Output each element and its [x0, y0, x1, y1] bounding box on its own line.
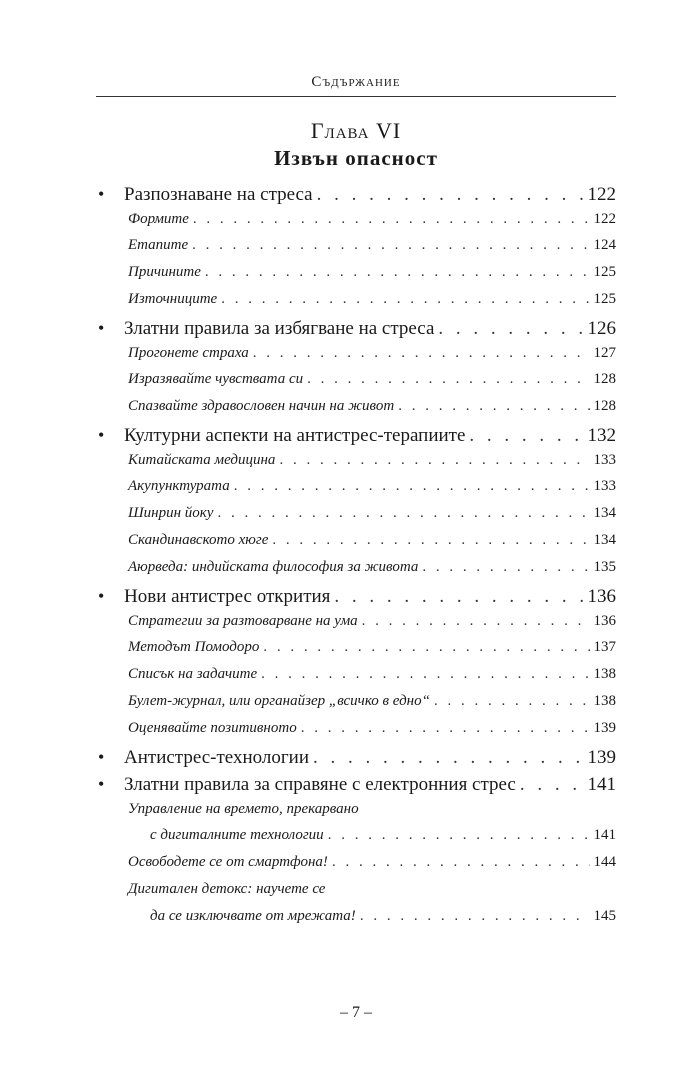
toc-subentry-title: Освободете се от смартфона! [128, 854, 328, 870]
toc-subentry-title: Формите [128, 211, 189, 227]
toc-page-number: 141 [593, 827, 616, 843]
toc-page-number: 127 [593, 345, 616, 361]
toc-subentry-title: Оценявайте позитивното [128, 720, 297, 736]
dot-leader [217, 505, 589, 522]
dot-leader [272, 532, 589, 549]
toc-subentry-title: Причините [128, 264, 201, 280]
dot-leader [253, 345, 590, 362]
toc-page-number: 134 [593, 505, 616, 521]
toc-subentry-title: Управление на времето, прекарвано [128, 801, 359, 817]
dot-leader [398, 398, 589, 415]
toc-page-number: 133 [593, 478, 616, 494]
bullet-icon: • [98, 184, 105, 204]
toc-page-number: 136 [593, 613, 616, 629]
dot-leader [221, 291, 589, 308]
toc-entry[interactable] [96, 747, 616, 774]
toc-subentry[interactable] [96, 211, 616, 237]
toc-subentry-title: Акупунктурата [128, 478, 230, 494]
toc-subentry[interactable] [96, 639, 616, 666]
toc-subentry[interactable] [96, 613, 616, 639]
toc-subentry-title: да се изключвате от мрежата! [150, 908, 356, 924]
toc-subentry[interactable] [96, 881, 616, 908]
dot-leader [360, 908, 590, 925]
bullet-icon: • [98, 318, 105, 338]
toc-subentry[interactable] [96, 452, 616, 478]
page-number: – 7 – [340, 1004, 372, 1021]
toc-page-number: 138 [593, 693, 616, 709]
toc-page-number: 135 [593, 559, 616, 575]
dot-leader [438, 318, 583, 340]
toc-page-number: 139 [587, 747, 616, 768]
dot-leader [301, 720, 590, 737]
bullet-icon: • [98, 425, 105, 445]
toc-subentry[interactable] [96, 291, 616, 318]
toc-subentry[interactable] [96, 345, 616, 371]
toc-subentry-title: Прогонете страха [128, 345, 249, 361]
toc-entry[interactable] [96, 184, 616, 211]
dot-leader [205, 264, 590, 281]
toc-page-number: 144 [593, 854, 616, 870]
dot-leader [234, 478, 590, 495]
toc-subentry-title: Шинрин йоку [128, 505, 214, 521]
dot-leader [307, 371, 589, 388]
toc-subentry-title: с дигиталните технологии [150, 827, 324, 843]
toc-entry-title: Златни правила за избягване на стреса [124, 318, 435, 339]
toc-page-number: 125 [593, 291, 616, 307]
toc-page-number: 125 [593, 264, 616, 280]
toc-page-number: 145 [593, 908, 616, 924]
toc-subentry-title: Етапите [128, 237, 189, 253]
toc-page-number: 126 [587, 318, 616, 339]
toc-entry[interactable] [96, 318, 616, 345]
toc-subentry[interactable] [96, 801, 616, 827]
bullet-icon: • [98, 774, 105, 794]
toc-subentry[interactable] [96, 264, 616, 291]
dot-leader [279, 452, 589, 469]
toc-subentry-title: Аюрведа: индийската философия за живота [128, 559, 419, 575]
toc-page-number: 139 [593, 720, 616, 736]
toc-page-number: 122 [587, 184, 616, 205]
toc-subentry[interactable] [96, 854, 616, 881]
toc-subentry-continuation[interactable] [96, 827, 616, 854]
toc-subentry-title: Китайската медицина [128, 452, 276, 468]
dot-leader [263, 639, 589, 656]
toc-subentry-title: Изразявайте чувствата си [128, 371, 304, 387]
toc-subentry-title: Методът Помодоро [128, 639, 260, 655]
toc-entry-title: Антистрес-технологии [124, 747, 310, 768]
toc-subentry[interactable] [96, 720, 616, 747]
header-rule [96, 96, 616, 97]
toc-entry-title: Нови антистрес открития [124, 586, 331, 607]
toc-page-number: 134 [593, 532, 616, 548]
dot-leader [434, 693, 590, 710]
toc-page-number: 141 [587, 774, 616, 795]
toc-subentry[interactable] [96, 693, 616, 720]
toc-page-number: 138 [593, 666, 616, 682]
toc-subentry[interactable] [96, 478, 616, 505]
toc-subentry[interactable] [96, 505, 616, 532]
bullet-icon: • [98, 747, 105, 767]
toc-subentry[interactable] [96, 237, 616, 264]
toc-entry[interactable] [96, 425, 616, 452]
toc-subentry-title: Списък на задачите [128, 666, 258, 682]
dot-leader [317, 184, 584, 206]
running-head: Съдържание [311, 74, 401, 90]
toc-subentry-title: Спазвайте здравословен начин на живот [128, 398, 395, 414]
toc-entry-title: Златни правила за справяне с електронния стрес [124, 774, 516, 795]
toc-page-number: 136 [587, 586, 616, 607]
toc-subentry-continuation[interactable] [96, 908, 616, 935]
bullet-icon: • [98, 586, 105, 606]
toc-subentry[interactable] [96, 371, 616, 398]
dot-leader [328, 827, 590, 844]
toc-subentry[interactable] [96, 532, 616, 559]
toc-entry-title: Културни аспекти на антистрес-терапиите [124, 425, 466, 446]
toc-page-number: 132 [587, 425, 616, 446]
dot-leader [192, 237, 589, 254]
dot-leader [193, 211, 590, 228]
toc-subentry-title: Стратегии за разтоварване на ума [128, 613, 358, 629]
toc-subentry[interactable] [96, 559, 616, 586]
toc-entry[interactable] [96, 586, 616, 613]
toc-subentry[interactable] [96, 398, 616, 425]
toc-page-number: 122 [593, 211, 616, 227]
toc-subentry-title: Дигитален детокс: научете се [128, 881, 326, 897]
toc-page-number: 128 [593, 371, 616, 387]
toc-page-number: 133 [593, 452, 616, 468]
dot-leader [422, 559, 589, 576]
toc-subentry-title: Булет-журнал, или органайзер „всичко в едно“ [128, 693, 430, 709]
dot-leader [261, 666, 589, 683]
toc-page-number: 137 [593, 639, 616, 655]
table-of-contents [96, 184, 616, 935]
toc-page-number: 124 [593, 237, 616, 253]
toc-entry[interactable] [96, 774, 616, 801]
toc-subentry[interactable] [96, 666, 616, 693]
dot-leader [362, 613, 590, 630]
chapter-label: Глава VI [310, 118, 402, 143]
toc-subentry-title: Скандинавското хюге [128, 532, 269, 548]
toc-subentry-title: Източниците [128, 291, 218, 307]
dot-leader [520, 774, 584, 796]
chapter-title: Извън опасност [274, 146, 438, 170]
dot-leader [313, 747, 583, 769]
dot-leader [332, 854, 590, 871]
toc-entry-title: Разпознаване на стреса [124, 184, 313, 205]
toc-page-number: 128 [593, 398, 616, 414]
dot-leader [334, 586, 583, 608]
dot-leader [469, 425, 583, 447]
